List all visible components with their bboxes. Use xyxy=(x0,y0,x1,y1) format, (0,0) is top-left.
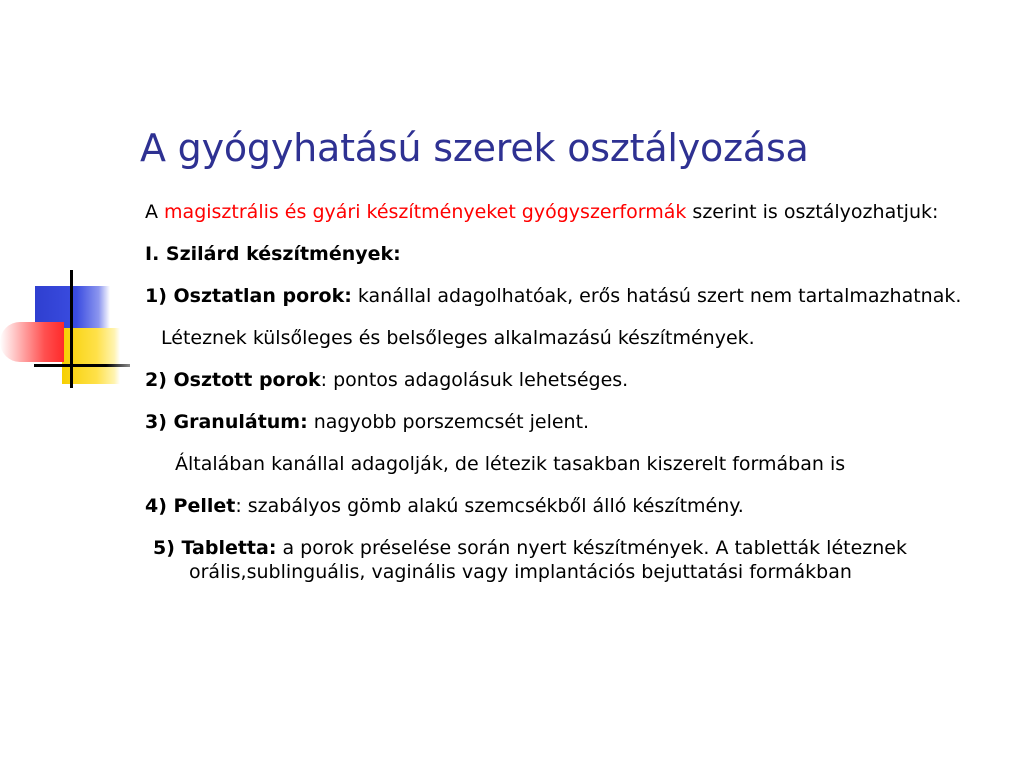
intro-paragraph xyxy=(145,200,1005,224)
note-paragraph xyxy=(145,452,1005,476)
slide-title: A gyógyhatású szerek osztályozása xyxy=(140,126,809,170)
decorative-block-graphic xyxy=(0,270,130,390)
item-label: 3) Granulátum: xyxy=(145,411,308,433)
item-text: a porok préselése során nyert készítmények. A tabletták léteznek orális,sublinguális, vaginális vagy implantációs bejuttatási formákban xyxy=(189,537,907,583)
item-label: 2) Osztott porok xyxy=(145,369,321,391)
vertical-line-decoration xyxy=(70,270,73,388)
horizontal-line-decoration xyxy=(34,364,130,367)
note-text: Léteznek külsőleges és belsőleges alkalmazású készítmények. xyxy=(161,327,755,349)
list-item xyxy=(145,410,1005,434)
red-bar-decoration xyxy=(0,322,64,362)
list-item xyxy=(145,284,1005,308)
list-item xyxy=(145,368,1005,392)
intro-suffix: szerint is osztályozhatjuk: xyxy=(686,201,939,223)
note-paragraph xyxy=(145,326,1005,350)
note-text: Általában kanállal adagolják, de létezik tasakban kiszerelt formában is xyxy=(175,453,846,475)
item-label: 1) Osztatlan porok: xyxy=(145,285,352,307)
item-text: kanállal adagolhatóak, erős hatású szert nem tartalmazhatnak. xyxy=(351,285,962,307)
item-label: 5) Tabletta: xyxy=(153,537,277,559)
slide-body xyxy=(145,200,1005,602)
item-label: 4) Pellet xyxy=(145,495,236,517)
list-item xyxy=(145,536,1005,584)
intro-highlight: magisztrális és gyári készítményeket gyógyszerformák xyxy=(164,201,687,223)
item-text: nagyobb porszemcsét jelent. xyxy=(307,411,590,433)
section-heading-text: I. Szilárd készítmények: xyxy=(145,243,401,265)
item-text: : szabályos gömb alakú szemcsékből álló készítmény. xyxy=(235,495,744,517)
list-item xyxy=(145,494,1005,518)
intro-prefix: A xyxy=(145,201,165,223)
section-heading xyxy=(145,242,1005,266)
item-text: : pontos adagolásuk lehetséges. xyxy=(320,369,629,391)
